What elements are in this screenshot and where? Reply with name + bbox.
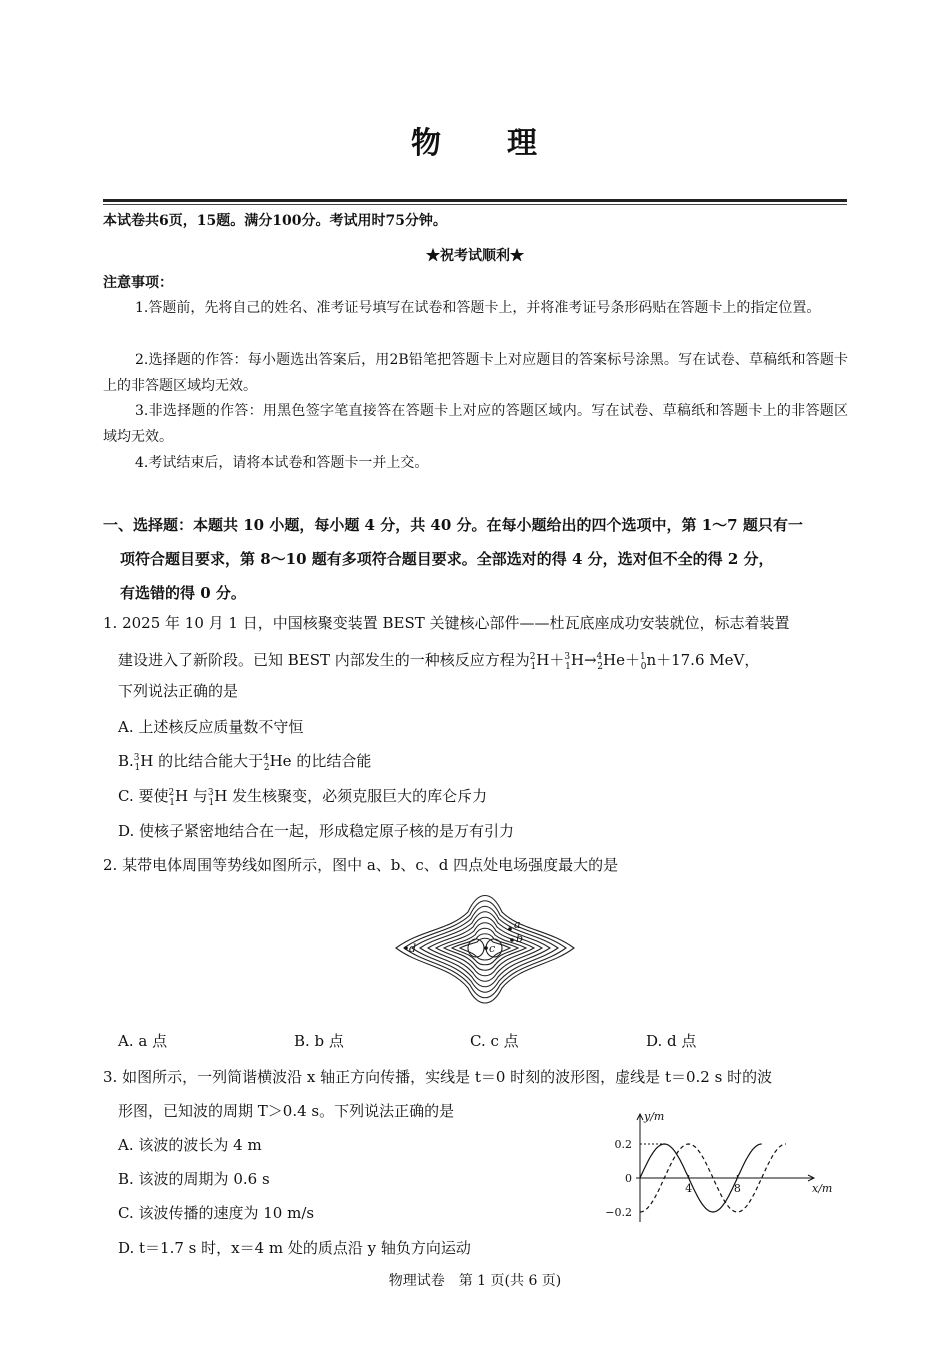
y-tick-label: −0.2 bbox=[605, 1206, 632, 1219]
page-title: 物 理 bbox=[411, 126, 539, 161]
point-a bbox=[508, 927, 512, 931]
nuclide-n1: $^1_0$ bbox=[639, 652, 647, 672]
section-1-line: 一、选择题：本题共 10 小题，每小题 4 分，共 40 分。在每小题给出的四个选项中，第 1～7 题只有一 bbox=[103, 516, 803, 534]
section-1-line: 项符合题目要求，第 8～10 题有多项符合题目要求。全部选对的得 4 分，选对但不全的得 2 分， bbox=[120, 550, 774, 568]
question-1-option-a: A. 上述核反应质量数不守恒 bbox=[118, 718, 304, 736]
question-2-stem: 2. 某带电体周围等势线如图所示，图中 a、b、c、d 四点处电场强度最大的是 bbox=[103, 856, 619, 874]
question-1-option-c: C. 要使$^2_1$H 与$^3_1$H 发生核聚变，必须克服巨大的库仑斥力 bbox=[118, 787, 488, 808]
question-3-option-b: B. 该波的周期为 0.6 s bbox=[118, 1170, 270, 1188]
question-1-equation-line: 建设进入了新阶段。已知 BEST 内部发生的一种核反应方程为$^2_1$H＋$^3_1$H→$^4_2$He＋$^1_0$n＋17.6 MeV， bbox=[118, 651, 760, 672]
question-1-text: 建设进入了新阶段。已知 BEST 内部发生的一种核反应方程为 bbox=[118, 651, 530, 669]
notice-item: 1.答题前，先将自己的姓名、准考证号填写在试卷和答题卡上，并将准考证号条形码贴在答题卡上的指定位置。 bbox=[135, 300, 821, 316]
notice-item: 3.非选择题的作答：用黑色签字笔直接答在答题卡上对应的答题区域内。写在试卷、草稿纸和答题卡上的非答题区域均无效。 bbox=[103, 403, 848, 445]
x-tick-label: 8 bbox=[733, 1182, 741, 1195]
question-3-option-c: C. 该波传播的速度为 10 m/s bbox=[118, 1204, 315, 1222]
question-1-option-b: B.$^3_1$H 的比结合能大于$^4_2$He 的比结合能 bbox=[118, 752, 372, 773]
header-rule-thin bbox=[103, 204, 847, 205]
question-2-option-d: D. d 点 bbox=[646, 1032, 697, 1050]
nuclide-He4: $^4_2$He bbox=[596, 651, 625, 672]
question-1-option-d: D. 使核子紧密地结合在一起，形成稳定原子核的是万有引力 bbox=[118, 822, 515, 840]
section-1-instructions bbox=[103, 508, 851, 610]
header-rule-thick bbox=[103, 199, 847, 202]
question-1-energy: n＋17.6 MeV， bbox=[646, 651, 760, 669]
y-tick-label: 0.2 bbox=[614, 1138, 632, 1151]
nuclide-H2: $^2_1$H bbox=[529, 651, 550, 672]
y-axis-label: y/m bbox=[644, 1110, 665, 1123]
label-b: b bbox=[516, 932, 524, 945]
notice-item: 4.考试结束后，请将本试卷和答题卡一并上交。 bbox=[135, 455, 429, 471]
notice-item: 2.选择题的作答：每小题选出答案后，用2B铅笔把答题卡上对应题目的答案标号涂黑。写在试卷、草稿纸和答题卡上的非答题区域均无效。 bbox=[103, 352, 848, 394]
notice-heading: 注意事项： bbox=[103, 275, 173, 291]
section-1-line: 有选错的得 0 分。 bbox=[120, 584, 246, 602]
question-2-option-a: A. a 点 bbox=[118, 1032, 168, 1050]
wave-chart bbox=[600, 1106, 840, 1226]
x-tick-label: 4 bbox=[685, 1182, 693, 1195]
question-3-line: 3. 如图所示，一列简谐横波沿 x 轴正方向传播，实线是 t＝0 时刻的波形图，虚线是 t＝0.2 s 时的波 bbox=[103, 1068, 773, 1086]
question-3-line: 形图，已知波的周期 T＞0.4 s。下列说法正确的是 bbox=[118, 1102, 455, 1120]
point-d bbox=[404, 946, 408, 950]
point-b bbox=[510, 938, 514, 942]
question-3-option-a: A. 该波的波长为 4 m bbox=[118, 1136, 262, 1154]
label-d: d bbox=[409, 942, 417, 955]
x-axis-label: x/m bbox=[812, 1182, 833, 1195]
y-origin-label: 0 bbox=[625, 1172, 632, 1185]
question-3-option-d: D. t＝1.7 s 时，x＝4 m 处的质点沿 y 轴负方向运动 bbox=[118, 1239, 471, 1257]
label-c: c bbox=[489, 942, 496, 955]
nuclide-H3: $^3_1$H bbox=[564, 651, 584, 672]
question-2-option-c: C. c 点 bbox=[470, 1032, 519, 1050]
good-luck-banner: ★祝考试顺利★ bbox=[426, 248, 524, 264]
page-footer: 物理试卷 第 1 页(共 6 页) bbox=[388, 1273, 562, 1289]
question-2-option-b: B. b 点 bbox=[294, 1032, 344, 1050]
equipotential-diagram bbox=[380, 882, 590, 1016]
label-a: a bbox=[514, 918, 521, 931]
question-1-line: 1. 2025 年 10 月 1 日，中国核聚变装置 BEST 关键核心部件——杜瓦底座成功安装就位，标志着装置 bbox=[103, 614, 790, 632]
question-1-line: 下列说法正确的是 bbox=[118, 682, 239, 700]
exam-intro: 本试卷共6页，15题。满分100分。考试用时75分钟。 bbox=[103, 213, 447, 229]
point-c bbox=[484, 946, 488, 950]
